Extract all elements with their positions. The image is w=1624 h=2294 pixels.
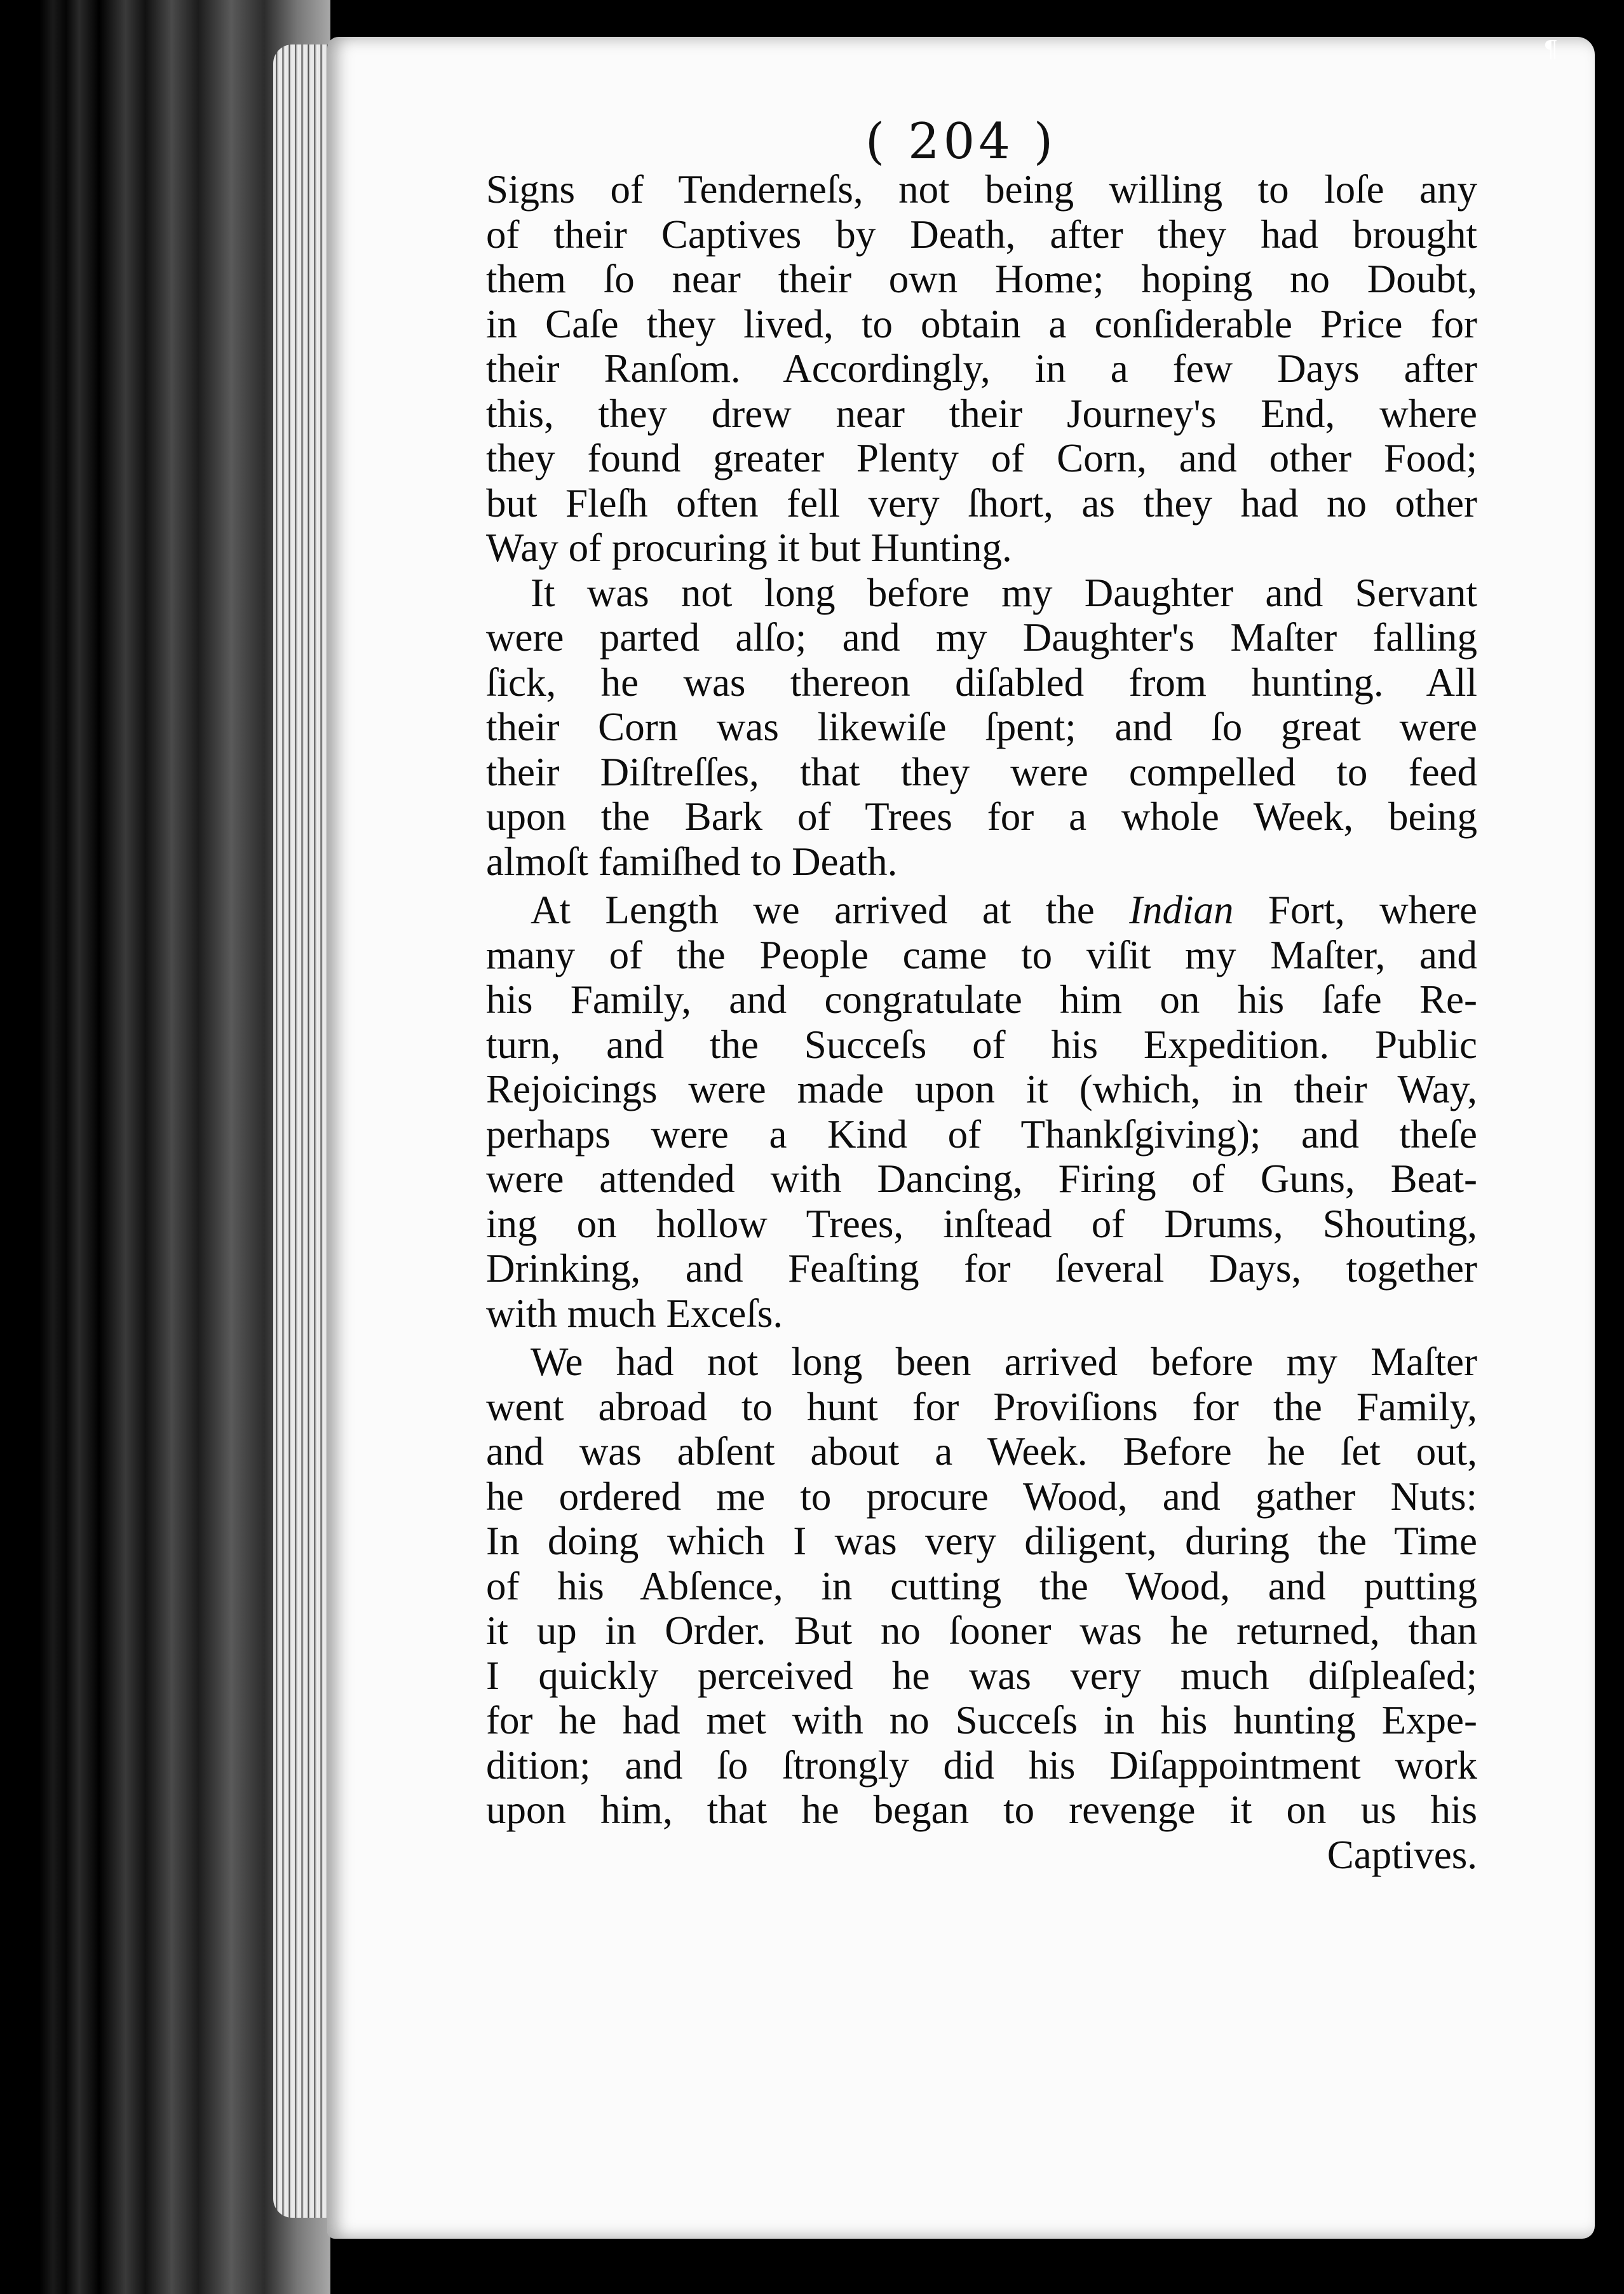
text-line: Way of procuring it but Hunting. [486, 526, 1012, 570]
text-line: I quickly perceived he was very much diſpleaſed; [486, 1653, 1477, 1698]
text-line: he ordered me to procure Wood, and gather Nuts: [486, 1474, 1477, 1519]
text-line: their Corn was likewiſe ſpent; and ſo great were [486, 705, 1477, 749]
catchword: Captives. [1327, 1832, 1477, 1877]
text-line: Drinking, and Feaſting for ſeveral Days, together [486, 1246, 1477, 1291]
text-line: of their Captives by Death, after they had brought [486, 212, 1477, 257]
text-line: many of the People came to viſit my Maſter, and [486, 932, 1477, 977]
text-line: for he had met with no Succeſs in his hunting Expe- [486, 1698, 1477, 1742]
text-line: Signs of Tenderneſs, not being willing to loſe any [486, 167, 1477, 212]
body-text [486, 167, 1477, 1877]
text-line: ſick, he was thereon diſabled from hunting. All [486, 660, 1477, 705]
text-line: upon the Bark of Trees for a whole Week, being [486, 794, 1477, 839]
text-line: We had not long been arrived before my Maſter [531, 1340, 1477, 1384]
text-line: of his Abſence, in cutting the Wood, and putting [486, 1563, 1477, 1608]
page-number: ( 204 ) [865, 113, 1057, 170]
text-line: went abroad to hunt for Proviſions for the Family, [486, 1384, 1477, 1429]
text-line: dition; and ſo ſtrongly did his Diſappointment work [486, 1742, 1477, 1788]
text-line: perhaps were a Kind of Thankſgiving); and theſe [486, 1111, 1477, 1157]
text-line: their Diſtreſſes, that they were compelled to feed [486, 749, 1477, 794]
text-line: them ſo near their own Home; hoping no Doubt, [486, 257, 1477, 301]
text-line: almoſt famiſhed to Death. [486, 839, 898, 884]
text-line: and was abſent about a Week. Before he ſet out, [486, 1429, 1477, 1474]
book-page [327, 37, 1595, 2239]
text-line: It was not long before my Daughter and Servant [531, 570, 1477, 615]
text-line: they found greater Plenty of Corn, and other Food; [486, 436, 1477, 480]
line-tail: Fort, where [1233, 888, 1477, 932]
text-line: Rejoicings were made upon it (which, in their Way, [486, 1067, 1477, 1111]
text-line: their Ranſom. Accordingly, in a few Days after [486, 346, 1477, 391]
text-line: In doing which I was very diligent, during the Time [486, 1519, 1477, 1563]
corner-mark: ¶ [1543, 37, 1558, 63]
text-line: ing on hollow Trees, inſtead of Drums, Shouting, [486, 1201, 1477, 1246]
text-line: turn, and the Succeſs of his Expedition. Public [486, 1022, 1477, 1067]
text-line: it up in Order. But no ſooner was he returned, than [486, 1608, 1477, 1653]
text-line: with much Exceſs. [486, 1291, 783, 1336]
text-line: were parted alſo; and my Daughter's Maſter falling [486, 615, 1477, 660]
text-line: but Fleſh often fell very ſhort, as they had no other [486, 480, 1477, 526]
text-line: his Family, and congratulate him on his ſafe Re- [486, 977, 1477, 1022]
text-line: in Caſe they lived, to obtain a conſiderable Price for [486, 301, 1477, 346]
text-line: this, they drew near their Journey's End, where [486, 391, 1477, 436]
line-lead: At Length we arrived at the [531, 888, 1130, 932]
text-line-italic [486, 888, 1477, 933]
text-line: were attended with Dancing, Firing of Guns, Beat- [486, 1157, 1477, 1201]
italic-word: Indian [1129, 888, 1234, 932]
text-line: upon him, that he began to revenge it on us his [486, 1788, 1477, 1832]
